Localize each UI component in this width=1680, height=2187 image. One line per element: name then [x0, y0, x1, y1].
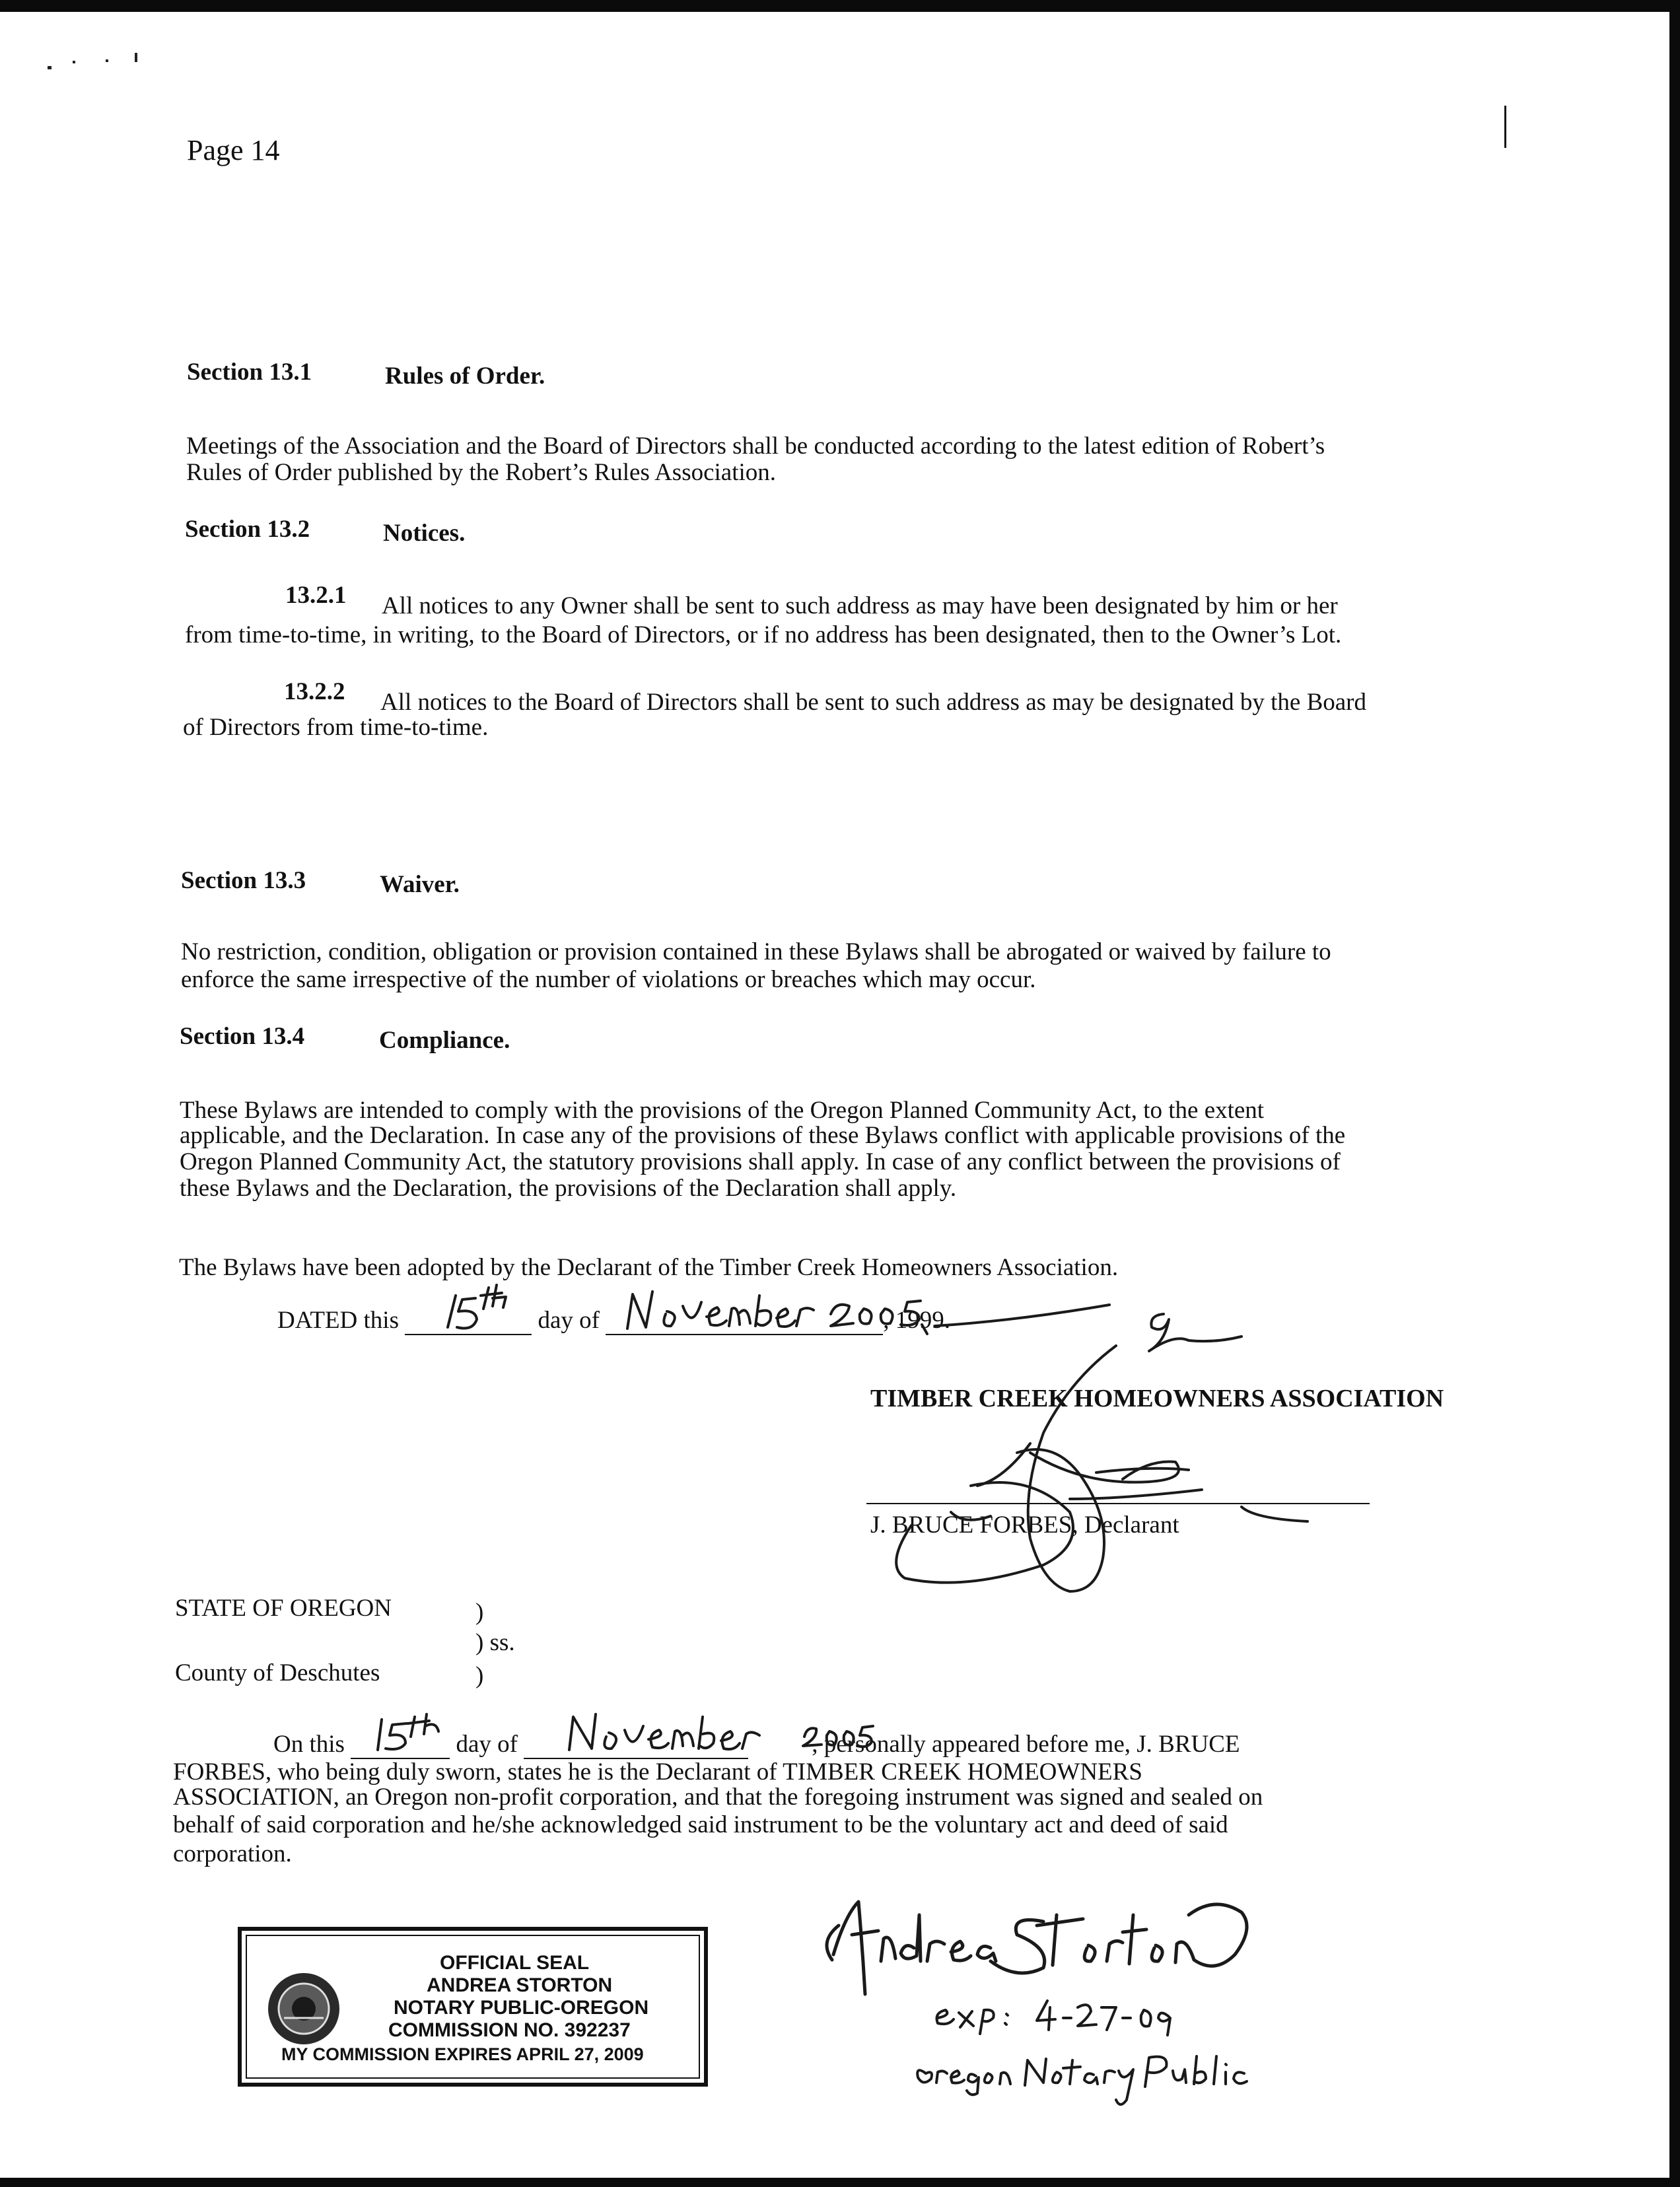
- paragraph-line: of Directors from time-to-time.: [183, 714, 489, 741]
- year-strikethrough: [935, 1305, 1109, 1326]
- notary-signature: [827, 1902, 1247, 1994]
- notary-body-line: behalf of said corporation and he/she acknowledged said instrument to be the voluntary act and deed of said: [173, 1811, 1228, 1838]
- declarant-signature: [896, 1346, 1308, 1591]
- state-label: STATE OF OREGON: [175, 1595, 392, 1622]
- association-name: TIMBER CREEK HOMEOWNERS ASSOCIATION: [870, 1385, 1444, 1412]
- notary-body-line: , personally appeared before me, J. BRUCE: [812, 1731, 1240, 1758]
- paragraph-line: These Bylaws are intended to comply with the provisions of the Oregon Planned Community Act, to the extent: [180, 1097, 1265, 1124]
- section-title: Waiver.: [380, 871, 460, 898]
- paragraph-line: No restriction, condition, obligation or provision contained in these Bylaws shall be abrogated or waived by failure to: [181, 938, 1331, 965]
- ss-label: ) ss.: [475, 1629, 515, 1656]
- paragraph-line: All notices to the Board of Directors shall be sent to such address as may be designated by the Board: [380, 689, 1366, 716]
- section-title: Notices.: [383, 520, 466, 547]
- handwritten-notary-day: [378, 1714, 438, 1750]
- printed-year-struck: , 1999.: [883, 1307, 950, 1334]
- paragraph-line: All notices to any Owner shall be sent to such address as may have been designated by him or her: [382, 592, 1338, 619]
- venue-paren: ): [475, 1599, 484, 1626]
- signatory-name: J. BRUCE FORBES, Declarant: [870, 1511, 1179, 1539]
- section-number: Section 13.4: [180, 1023, 305, 1050]
- dated-middle: day of: [538, 1307, 600, 1334]
- subsection-number: 13.2.1: [285, 582, 347, 609]
- paragraph-line: Oregon Planned Community Act, the statutory provisions shall apply. In case of any conflict between the provisions of: [180, 1148, 1341, 1175]
- section-number: Section 13.2: [185, 516, 310, 543]
- dated-prefix: DATED this: [277, 1307, 399, 1334]
- notary-body-line: FORBES, who being duly sworn, states he is the Declarant of TIMBER CREEK HOMEOWNERS: [173, 1758, 1142, 1786]
- section-number: Section 13.1: [187, 359, 312, 386]
- paragraph-line: applicable, and the Declaration. In case any of the provisions of these Bylaws conflict with applicable provisions of the: [180, 1122, 1346, 1149]
- paragraph-line: from time-to-time, in writing, to the Board of Directors, or if no address has been designated, then to the Owner’s Lot.: [185, 621, 1342, 648]
- handwritten-dated-month: [627, 1292, 927, 1334]
- handwritten-notary-year: [803, 1726, 873, 1747]
- handwritten-notary-title: [917, 2056, 1247, 2104]
- seal-line: MY COMMISSION EXPIRES APRIL 27, 2009: [281, 2044, 644, 2064]
- page-number: Page 14: [187, 134, 280, 166]
- adoption-statement: The Bylaws have been adopted by the Declarant of the Timber Creek Homeowners Association.: [179, 1254, 1119, 1281]
- day-of-label: day of: [456, 1731, 518, 1758]
- seal-line: ANDREA STORTON: [427, 1974, 613, 1996]
- handwritten-initials: [1149, 1314, 1242, 1351]
- seal-line: COMMISSION NO. 392237: [388, 2019, 631, 2041]
- seal-line: NOTARY PUBLIC-OREGON: [394, 1997, 649, 2019]
- paragraph-line: these Bylaws and the Declaration, the provisions of the Declaration shall apply.: [180, 1175, 957, 1202]
- paragraph-line: Rules of Order published by the Robert’s Rules Association.: [186, 459, 777, 486]
- subsection-number: 13.2.2: [284, 678, 345, 705]
- handwritten-notary-month: [569, 1714, 759, 1750]
- venue-paren: ): [475, 1662, 484, 1689]
- handwritten-expiry: [937, 2001, 1171, 2035]
- handwritten-day-15th: [448, 1285, 506, 1329]
- section-number: Section 13.3: [181, 867, 306, 894]
- seal-line: OFFICIAL SEAL: [440, 1952, 590, 1974]
- county-label: County of Deschutes: [175, 1659, 380, 1686]
- notary-body-line: ASSOCIATION, an Oregon non-profit corporation, and that the foregoing instrument was signed and sealed on: [173, 1784, 1263, 1811]
- on-this-label: On this: [273, 1731, 345, 1758]
- section-title: Compliance.: [379, 1027, 510, 1054]
- paragraph-line: enforce the same irrespective of the number of violations or breaches which may occur.: [181, 966, 1036, 993]
- section-title: Rules of Order.: [385, 363, 545, 390]
- paragraph-line: Meetings of the Association and the Board of Directors shall be conducted according to the latest edition of Robert’s: [186, 433, 1325, 460]
- notary-body-line: corporation.: [173, 1840, 292, 1867]
